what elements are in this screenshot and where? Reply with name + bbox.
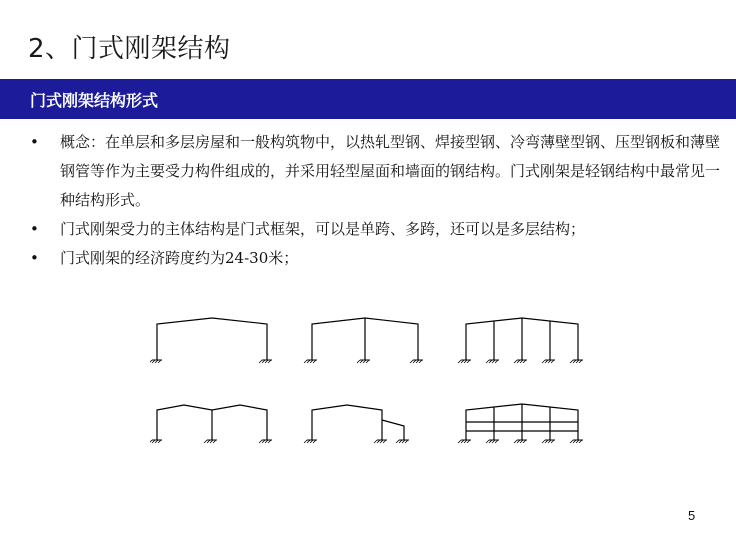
bullet-dot-icon: •	[30, 220, 39, 238]
bullet-item-concept	[30, 128, 720, 215]
frame-double-gable	[157, 405, 267, 440]
bullet-text: 概念：在单层和多层房屋和一般构筑物中，以热轧型钢、焊接型钢、冷弯薄壁型钢、压型钢板和薄壁钢管等作为主要受力构件组成的，并采用轻型屋面和墙面的钢结构。门式刚架是轻钢结构中最常见一种结构形式。	[60, 133, 721, 209]
section-band	[0, 79, 736, 119]
page-number: 5	[688, 508, 696, 523]
bullet-text: 门式刚架受力的主体结构是门式框架，可以是单跨、多跨，还可以是多层结构；	[60, 220, 586, 238]
frame-multi-span	[466, 318, 578, 360]
section-title: 门式刚架结构形式	[30, 91, 159, 110]
bullet-dot-icon: •	[30, 133, 39, 151]
bullet-item-structure	[30, 215, 720, 244]
frame-multi-storey	[466, 404, 578, 440]
frame-double-span	[312, 318, 418, 360]
portal-frame-diagrams	[150, 312, 590, 457]
bullet-dot-icon: •	[30, 249, 39, 267]
bullet-item-span	[30, 244, 720, 273]
frame-with-lean-to	[312, 405, 404, 440]
slide-title: 2、门式刚架结构	[28, 34, 231, 64]
frame-single-span	[157, 318, 267, 360]
bullet-text: 门式刚架的经济跨度约为24-30米；	[60, 249, 299, 267]
bullet-list	[30, 128, 720, 273]
